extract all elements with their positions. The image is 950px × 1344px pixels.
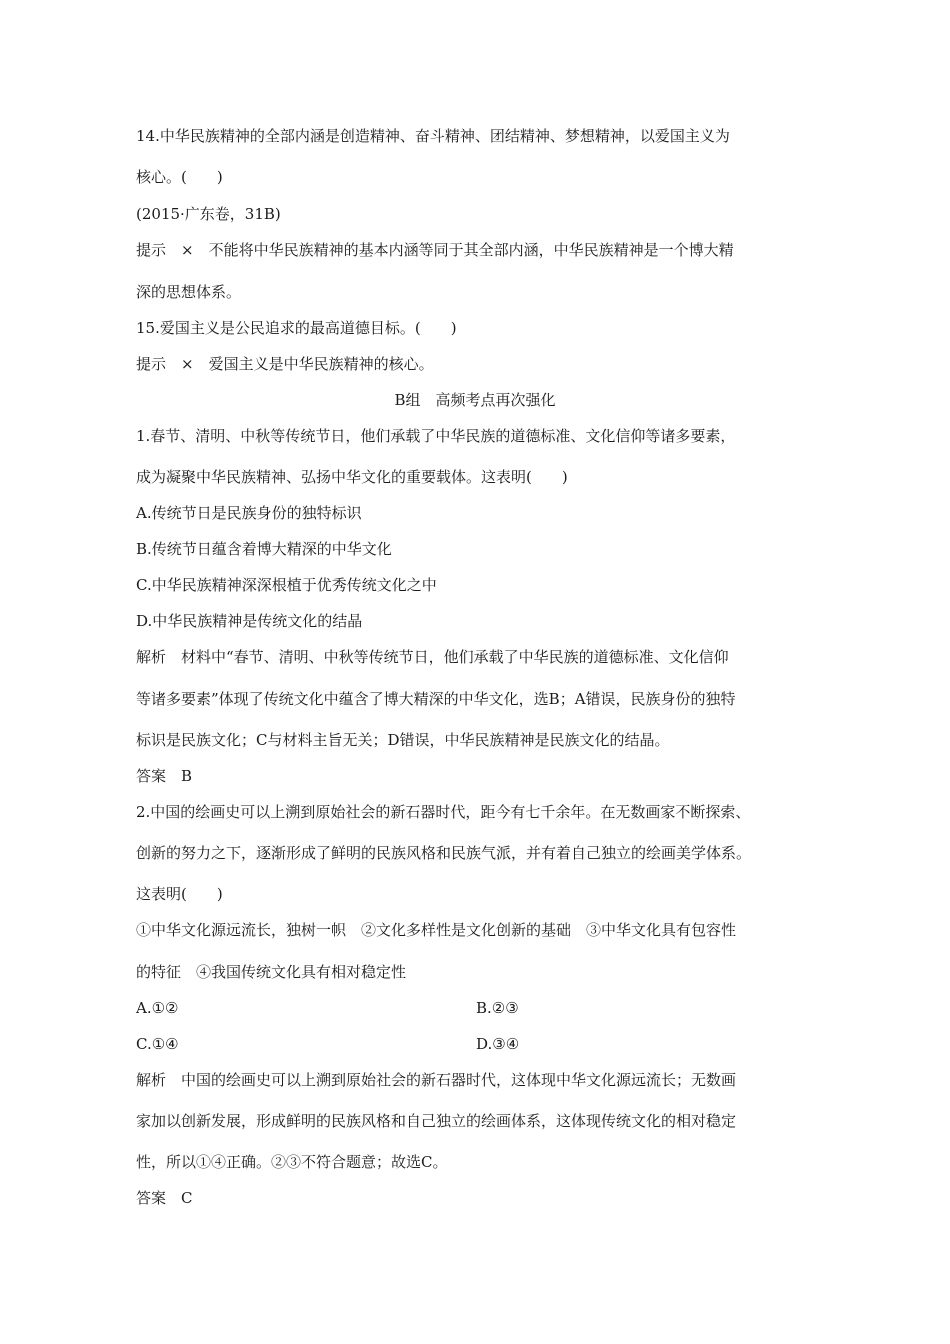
b2-analysis-line3: 性，所以①④正确。②③不符合题意；故选C。 xyxy=(136,1153,448,1171)
b1-option-b: B.传统节日蕴含着博大精深的中华文化 xyxy=(136,540,392,558)
b1-analysis-line2: 等诸多要素”体现了传统文化中蕴含了博大精深的中华文化，选B；A错误，民族身份的独特 xyxy=(136,690,736,708)
q15-hint: 提示 × 爱国主义是中华民族精神的核心。 xyxy=(136,355,434,373)
q14-hint-line1: 提示 × 不能将中华民族精神的基本内涵等同于其全部内涵，中华民族精神是一个博大精 xyxy=(136,241,734,259)
q14-source: (2015·广东卷，31B) xyxy=(136,205,281,223)
q14-stem-line2: 核心。( ) xyxy=(136,168,223,186)
b1-option-a: A.传统节日是民族身份的独特标识 xyxy=(136,504,362,522)
q14-hint-line2: 深的思想体系。 xyxy=(136,283,242,301)
b2-option-b: B.②③ xyxy=(476,999,519,1017)
b1-option-d: D.中华民族精神是传统文化的结晶 xyxy=(136,612,363,630)
b1-analysis-line3: 标识是民族文化；C与材料主旨无关；D错误，中华民族精神是民族文化的结晶。 xyxy=(136,731,670,749)
b2-option-c: C.①④ xyxy=(136,1035,179,1053)
b1-stem-line1: 1.春节、清明、中秋等传统节日，他们承载了中华民族的道德标准、文化信仰等诸多要素， xyxy=(136,427,736,445)
b2-option-d: D.③④ xyxy=(476,1035,520,1053)
q14-stem-line1: 14.中华民族精神的全部内涵是创造精神、奋斗精神、团结精神、梦想精神，以爱国主义为 xyxy=(136,127,730,145)
b1-stem-line2: 成为凝聚中华民族精神、弘扬中华文化的重要载体。这表明( ) xyxy=(136,468,568,486)
b2-stem-line2: 创新的努力之下，逐渐形成了鲜明的民族风格和民族气派，并有着自己独立的绘画美学体系。 xyxy=(136,844,752,862)
b2-stem-line1: 2.中国的绘画史可以上溯到原始社会的新石器时代，距今有七千余年。在无数画家不断探索、 xyxy=(136,803,751,821)
b2-answer: 答案 C xyxy=(136,1189,193,1207)
q15-stem: 15.爱国主义是公民追求的最高道德目标。( ) xyxy=(136,319,457,337)
section-title: B组 高频考点再次强化 xyxy=(394,391,556,409)
b1-analysis-line1: 解析 材料中“春节、清明、中秋等传统节日，他们承载了中华民族的道德标准、文化信仰 xyxy=(136,648,729,666)
b2-items-line2: 的特征 ④我国传统文化具有相对稳定性 xyxy=(136,963,407,981)
b2-analysis-line1: 解析 中国的绘画史可以上溯到原始社会的新石器时代，这体现中华文化源远流长；无数画 xyxy=(136,1071,737,1089)
b2-stem-line3: 这表明( ) xyxy=(136,885,223,903)
b1-option-c: C.中华民族精神深深根植于优秀传统文化之中 xyxy=(136,576,437,594)
b2-analysis-line2: 家加以创新发展，形成鲜明的民族风格和自己独立的绘画体系，这体现传统文化的相对稳定 xyxy=(136,1112,737,1130)
b2-option-a: A.①② xyxy=(136,999,179,1017)
b2-items-line1: ①中华文化源远流长，独树一帜 ②文化多样性是文化创新的基础 ③中华文化具有包容性 xyxy=(136,921,737,939)
b1-answer: 答案 B xyxy=(136,767,193,785)
